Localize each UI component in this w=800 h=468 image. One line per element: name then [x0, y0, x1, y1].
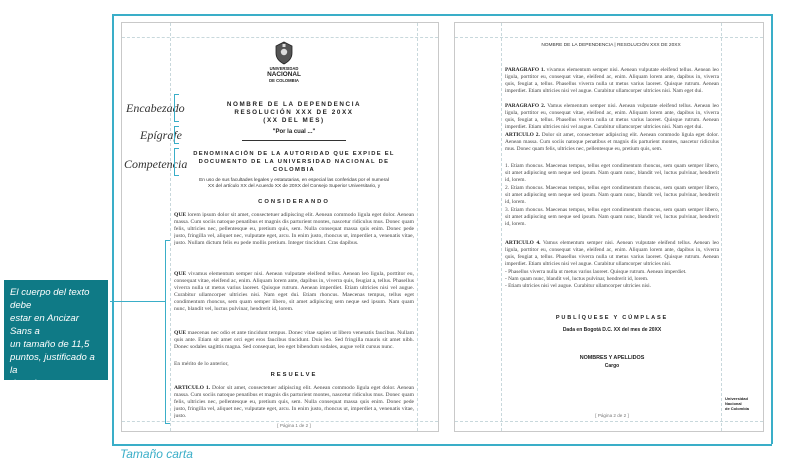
list-item: 2. Etiam rhoncus. Maecenas tempus, tellus eget condimentum rhoncus, sem quam semper libero, sit amet adipiscing sem neque sed ipsum. Nam quam nunc, blandit vel, luctus pulvinar, hendrerit id, lorem. [505, 185, 719, 205]
guide-line-left [112, 14, 114, 444]
paragraph-label: PARÁGRAFO 2. [505, 103, 546, 109]
guide-line-bottom [112, 444, 772, 446]
note-line: El cuerpo del texto debe [10, 287, 90, 311]
header-date: (XX DEL MES) [263, 117, 325, 124]
callout-bracket [174, 148, 179, 176]
callout-bracket [174, 126, 179, 144]
callout-competencia: Competencia [124, 157, 188, 171]
margin-guide [417, 23, 418, 431]
bullet-item: - Nam quam nunc, blandit vel, luctus pulvinar, hendrerit id, lorem. [505, 276, 649, 282]
page-footer: [ Página 2 de 2 ] [595, 413, 629, 418]
signer-name: NOMBRES Y APELLIDOS [579, 355, 645, 361]
note-line: puntos, justificado a la [10, 352, 95, 376]
logo-text: Nacional [725, 400, 742, 406]
paragraph-text: Dolor sit amet, consectetuer adipiscing elit. Aenean commodo ligula eget dolor. Aenean massa. Cum sociis natoque penatibus et magnis dis parturient montes, nascetur ridiculus mus. Donec quam felis, ultricies nec, pellentesque eu, pretium quis, sem. Nulla consequat massa quis enim. Donec pede justo, fringilla vel, aliquet nec, vulputate eget, arcu. In enim justo, rhoncus ut, imperdiet a, venenatis vitae, justo. [174, 385, 414, 420]
margin-guide [455, 37, 763, 38]
facultades-line: XX del artículo XX del Acuerdo XX de 20XX del Consejo Superior Universitario, y [207, 184, 381, 190]
margin-guide [170, 23, 171, 431]
body-paragraph [505, 67, 719, 103]
paragraph-text: Dolor sit amet, consectetuer adipiscing elit. Aenean commodo ligula eget dolor. Aenean massa. Cum sociis natoque penatibus et magnis dis parturient montes, nascetur ridiculus mus. Donec quam felis, ultricies nec, pellentesque eu, pretium quis, sem. [505, 132, 719, 152]
body-text-note [4, 280, 108, 415]
facultades-text [174, 178, 414, 191]
page-size-label: Tamaño carta [120, 447, 193, 461]
paragraph-text: lorem ipsum dolor sit amet, consectetuer adipiscing elit. Aenean commodo ligula eget dolor. Aenean massa. Cum sociis natoque penatibus et magnis dis parturient montes, nascetur ridiculus mus. Donec quam felis, ultricies nec, pellentesque eu, pretium quis, sem. Nulla consequat massa quis enim. Donec pede justo, fringilla vel, aliquet nec, vulputate eget, arcu. In enim justo, rhoncus ut, imperdiet a, venenatis vitae, justo. Nullam dictum felis eu pede mollis pretium. Integer tincidunt. Cras dapibus. [174, 212, 414, 247]
article-label: ARTÍCULO 4. [505, 240, 541, 246]
que-label: QUE [174, 330, 187, 336]
list-item: 1. Etiam rhoncus. Maecenas tempus, tellus eget condimentum rhoncus, sem quam semper libero, sit amet adipiscing sem neque sed ipsum. Nam quam nunc, blandit vel, luctus pulvinar, hendrerit id, lorem. [505, 163, 719, 183]
callout-bracket [174, 94, 179, 122]
margin-guide [501, 23, 502, 431]
body-paragraph [174, 212, 414, 270]
bullet-item: - Phasellus viverra nulla ut metus varius laoreet. Quisque rutrum. Aenean imperdiet. [505, 269, 687, 275]
logo-text: UNIVERSIDAD [269, 66, 299, 71]
article-label: ARTÍCULO 1. [174, 385, 211, 391]
epigrafe-underline [242, 140, 346, 141]
note-line: derecha con un interlinea- [10, 378, 77, 402]
bullet-item: - Etiam ultricies nisi vel augue. Curabitur ullamcorper ultricies nisi. [505, 283, 651, 289]
logo-text: de Colombia [725, 405, 750, 411]
body-paragraph [505, 103, 719, 131]
issue-date: Dada en Bogotá D.C. XX del mes de 20XX [562, 327, 662, 333]
logo-text: DE COLOMBIA [269, 78, 299, 83]
margin-guide [721, 23, 722, 431]
body-paragraph [174, 330, 414, 360]
body-paragraph [505, 132, 719, 160]
header-dependency: NOMBRE DE LA DEPENDENCIA [226, 101, 362, 108]
guide-line-top [112, 14, 772, 16]
page2-header: NOMBRE DE LA DEPENDENCIA | RESOLUCIÓN XXX DE 20XX [541, 43, 681, 48]
que-label: QUE [174, 271, 187, 277]
paragraph-text: vivamus elementum semper nisi. Aenean vulputate eleifend tellus. Aenean leo ligula, porttitor eu, consequat vitae, eleifend ac, enim. Aliquam lorem ante, dapibus in, viverra quis, feugiat a, tellus. Phasellus viverra nulla ut metus varius laoreet. Quisque rutrum. Aenean imperdiet. Etiam ultricies nisi vel augue. Curabitur ullamcorper ultricies nisi. Nam eget dui. Etiam rhoncus. Maecenas tempus, tellus eget condimentum rhoncus, sem quam semper libero, sit amet adipiscing sem neque sed ipsum. Nam quam nunc, blandit vel, luctus pulvinar, hendrerit id, lorem. [174, 271, 414, 313]
body-connector-line [110, 301, 166, 302]
margin-guide [455, 421, 763, 422]
note-text: do [10, 404, 24, 415]
note-line: estar en Ancizar Sans a [10, 313, 79, 337]
que-label: QUE [174, 212, 187, 218]
university-logo [260, 41, 308, 83]
body-paragraph [174, 385, 414, 421]
body-paragraph [505, 240, 719, 268]
guide-line-right [771, 14, 773, 444]
logo-text: Universidad [725, 396, 748, 401]
competencia-line: DOCUMENTO DE LA UNIVERSIDAD NACIONAL DE [198, 159, 390, 165]
logo-text: NACIONAL [267, 71, 301, 78]
paragraph-label: PARÁGRAFO 1. [505, 67, 545, 73]
publiquese-heading: PUBLÍQUESE Y CÚMPLASE [555, 315, 669, 321]
margin-guide [122, 37, 438, 38]
article-label: ARTÍCULO 2. [505, 132, 540, 138]
paragraph-text: vivamus elementum semper nisi. Aenean vulputate eleifend tellus. Aenean leo ligula, porttitor eu, consequat vitae, eleifend ac, enim. Aliquam lorem ante, dapibus in, viverra quis, feugiat a, tellus. Phasellus viverra nulla ut metus varius laoreet. Quisque rutrum. Aenean imperdiet. Etiam ultricies nisi vel augue. Curabitur ullamcorper ultricies nisi. Nam eget dui. [505, 67, 719, 94]
header-resolution: RESOLUCIÓN XXX DE 20XX [234, 109, 354, 116]
competencia-line: DENOMINACIÓN DE LA AUTORIDAD QUE EXPIDE EL [193, 151, 395, 157]
page-footer: [ Página 1 de 2 ] [277, 423, 311, 428]
body-bracket [165, 240, 170, 424]
resuelve-heading: RESUELVE [270, 372, 318, 378]
considerando-heading: CONSIDERANDO [258, 199, 330, 205]
paragraph-text: Vamus elementum semper nisi. Aenean vulputate eleifend tellus. Aenean leo ligula, porttitor eu, consequat vitae, eleifend ac, enim. Aliquam lorem ante, dapibus in, viverra quis, feugiat a, tellus. Phasellus viverra nulla ut metus varius laoreet. Quisque rutrum. Aenean imperdiet. Etiam ultricies nisi vel augue. Curabitur ullamcorper ultricies nisi. Nam eget dui. [505, 103, 719, 130]
signer-role: Cargo [604, 363, 620, 369]
merito-text: En mérito de lo anterior, [174, 361, 229, 367]
paragraph-text: maecenas nec odio et ante tincidunt tempus. Donec vitae sapien ut libero venenatis faucibus. Nullam quis ante. Etiam sit amet orci eget eros faucibus tincidunt. Duis leo. Sed fringilla mauris sit amet nibh. Donec sodales sagittis magna. Sed consequat, leo eget bibendum sodales, augue velit cursus nunc. [174, 330, 414, 351]
list-item: 3. Etiam rhoncus. Maecenas tempus, tellus eget condimentum rhoncus, sem quam semper libero, sit amet adipiscing sem neque sed ipsum. Nam quam nunc, blandit vel, luctus pulvinar, hendrerit id, lorem. [505, 207, 719, 227]
competencia-line: COLOMBIA [273, 167, 315, 173]
epigrafe-text: "Por la cual ..." [272, 129, 316, 135]
callout-encabezado: Encabezado [126, 101, 185, 115]
note-emphasis: "Sencillo" [23, 404, 70, 415]
callout-epigrafe: Epígrafe [140, 128, 182, 142]
shield-icon [273, 41, 295, 65]
document-page-2 [454, 22, 764, 432]
facultades-line: En uso de sus facultades legales y estatutarias, en especial las conferidas por el numeral [199, 178, 389, 183]
body-paragraph [174, 271, 414, 329]
note-line [10, 403, 102, 416]
note-line: un tamaño de 11,5 [10, 339, 90, 350]
paragraph-text: Vamus elementum semper nisi. Aenean vulputate eleifend tellus. Aenean leo ligula, porttitor eu, consequat vitae, eleifend ac, enim. Aliquam lorem ante, dapibus in, viverra quis, feugiat a, tellus. Phasellus viverra nulla ut metus varius laoreet. Quisque rutrum. Aenean imperdiet. Etiam ultricies nisi vel augue. Curabitur ullamcorper ultricies nisi. [505, 240, 719, 267]
university-logo-small [725, 397, 761, 411]
